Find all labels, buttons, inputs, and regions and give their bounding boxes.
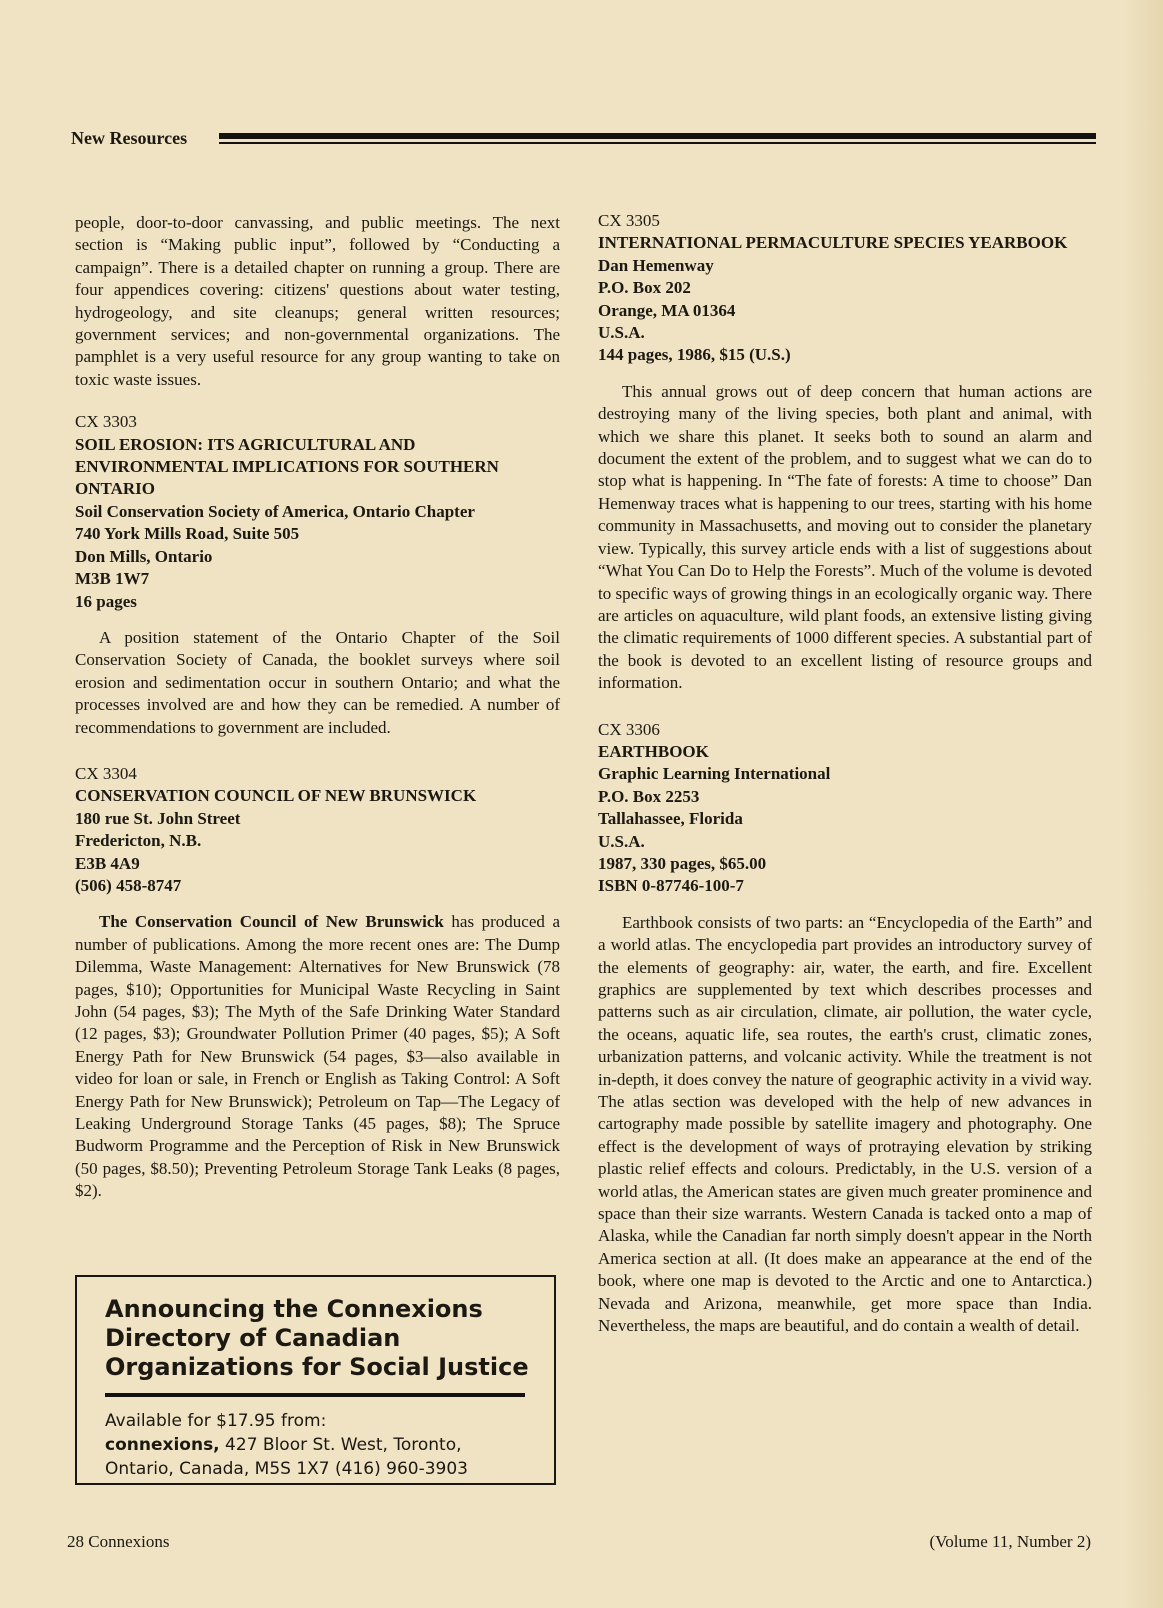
- ad-headline: [105, 1295, 545, 1382]
- entry-description: A position statement of the Ontario Chapter of the Soil Conservation Society of Canada, the booklet surveys where soil erosion and sedimentation occur in southern Ontario; and what the processes involved are and how they can be remedied. A number of recommendations to government are included.: [75, 627, 560, 737]
- ad-headline-line: Announcing the Connexions: [105, 1295, 483, 1323]
- entry-city: Orange, MA 01364: [598, 300, 736, 320]
- entry-description: This annual grows out of deep concern that human actions are destroying many of the living species, both plant and animal, with which we share this planet. It seeks both to sound an alarm and document the extent of the problem, and to suggest what we can do to stop what is happening. In “The fate of forests: A time to choose” Dan Hemenway traces what is happening to our trees, starting with his home community in Massachusetts, and moving out to consider the planetary view. Typically, this survey article ends with a list of suggestions about “What You Can Do to Help the Forests”. Much of the volume is devoted to specific ways of growing things in an ecologically organic way. There are articles on aquaculture, wild plant foods, an extensive listing giving the climatic requirements of 1000 different species. A substantial part of the book is devoted to an excellent listing of resource groups and information.: [598, 381, 1092, 693]
- volume-footer: (Volume 11, Number 2): [929, 1532, 1091, 1551]
- entry-code: CX 3305: [598, 211, 660, 230]
- entry-country: U.S.A.: [598, 831, 645, 851]
- entry-publisher: Soil Conservation Society of America, Ontario Chapter: [75, 501, 475, 521]
- entry-pages: 1987, 330 pages, $65.00: [598, 853, 767, 873]
- entry-description: Earthbook consists of two parts: an “Encyclopedia of the Earth” and a world atlas. The encyclopedia part provides an introductory survey of the elements of geography: air, water, the earth, and fire. Excellent graphics are supplemented by text which describes processes and patterns such as air circulation, climate, air pollution, the water cycle, the oceans, aquatic life, sea routes, the earth's crust, climatic zones, urbanization patterns, and volcanic activity. While the treatment is not in-depth, it does convey the nature of geographic activity in a vivid way. The atlas section was developed with the help of new advances in cartography made possible by satellite imagery and photography. One effect is the development of ways of protraying elevation by striking plastic relief effects and colours. Predictably, in the U.S. version of a world atlas, the American states are given much greater prominence and space than their size warrants. Western Canada is tacked onto a map of Alaska, while the Canadian far north simply doesn't appear in the North America section at all. (It does make an appearance at the end of the book, where one map is devoted to the Arctic and one to Antarctica.) Nevada and Arizona, meanwhile, get more space than India. Nevertheless, the maps are beautiful, and do contain a wealth of detail.: [598, 912, 1092, 1336]
- directory-advertisement: [75, 1275, 556, 1485]
- section-title: New Resources: [71, 128, 188, 148]
- entry-country: U.S.A.: [598, 323, 645, 343]
- entry-isbn: ISBN 0-87746-100-7: [598, 876, 744, 896]
- header-rule-thick: [219, 133, 1096, 139]
- right-column: [598, 210, 1092, 1338]
- ad-brand: connexions,: [105, 1435, 220, 1455]
- entry-address: 180 rue St. John Street: [75, 808, 241, 828]
- section-header: [71, 128, 1096, 152]
- entry-title: EARTHBOOK: [598, 741, 709, 761]
- ad-headline-line: Organizations for Social Justice: [105, 1353, 529, 1381]
- entry-postal-code: M3B 1W7: [75, 569, 150, 589]
- left-column: [75, 212, 560, 1203]
- entry-description: [75, 911, 560, 1202]
- description-body: has produced a number of publications. Among the more recent ones are: The Dump Dilemma, Waste Management: Alternatives for New Brunswick (78 pages, $10); Opportunities for Municipal Waste Recycling in Saint John (54 pages, $3); The Myth of the Safe Drinking Water Standard (12 pages, $3); Groundwater Pollution Primer (40 pages, $5); A Soft Energy Path for New Brunswick (54 pages, $3—also available in video for loan or sale, in French or English as Taking Control: A Soft Energy Path for New Brunswick); Petroleum on Tap—The Legacy of Leaking Underground Storage Tanks (45 pages, $8); The Spruce Budworm Programme and the Perception of Risk in New Brunswick (50 pages, $8.50); Preventing Petroleum Storage Tank Leaks (8 pages, $2).: [75, 912, 560, 1201]
- entry-code: CX 3303: [75, 412, 137, 432]
- ad-price: Available for $17.95 from:: [105, 1411, 327, 1431]
- entry-city: Don Mills, Ontario: [75, 546, 213, 566]
- entry-address: P.O. Box 202: [598, 278, 691, 298]
- entry-city: Fredericton, N.B.: [75, 831, 202, 851]
- entry-title: INTERNATIONAL PERMACULTURE SPECIES YEARBOOK: [598, 233, 1068, 253]
- entry-cx-3306: [598, 719, 1092, 1338]
- entry-code: CX 3306: [598, 719, 660, 739]
- ad-order-info: [105, 1409, 545, 1481]
- entry-postal-code: E3B 4A9: [75, 853, 140, 873]
- entry-pages: 144 pages, 1986, $15 (U.S.): [598, 345, 791, 365]
- ad-headline-line: Directory of Canadian: [105, 1324, 401, 1352]
- ad-street: 427 Bloor St. West, Toronto,: [219, 1435, 462, 1455]
- entry-phone: (506) 458-8747: [75, 875, 182, 895]
- entry-city: Tallahassee, Florida: [598, 809, 743, 829]
- entry-title: SOIL EROSION: ITS AGRICULTURAL AND ENVIRONMENTAL IMPLICATIONS FOR SOUTHERN ONTARIO: [75, 434, 499, 499]
- entry-author: Dan Hemenway: [598, 255, 714, 275]
- page-edge: [1123, 0, 1163, 1608]
- description-lead: The Conservation Council of New Brunswick: [99, 912, 444, 932]
- intro-paragraph: people, door-to-door canvassing, and public meetings. The next section is “Making public input”, followed by “Conducting a campaign”. There is a detailed chapter on running a group. There are four appendices covering: citizens' questions about water testing, hydrogeology, and site cleanups; general written resources; government services; and non-governmental organizations. The pamphlet is a very useful resource for any group wanting to take on toxic waste issues.: [75, 213, 560, 389]
- entry-address: P.O. Box 2253: [598, 786, 700, 806]
- header-rule-thin: [219, 142, 1096, 144]
- page-number-footer: 28 Connexions: [67, 1532, 170, 1551]
- entry-cx-3305: [598, 210, 1092, 695]
- entry-pages: 16 pages: [75, 591, 137, 611]
- entry-cx-3304: [75, 763, 560, 1203]
- entry-cx-3303: [75, 411, 560, 739]
- ad-address-line-2: Ontario, Canada, M5S 1X7 (416) 960-3903: [105, 1459, 468, 1479]
- ad-address-line: [105, 1433, 545, 1457]
- ad-divider: [105, 1393, 525, 1397]
- entry-title: CONSERVATION COUNCIL OF NEW BRUNSWICK: [75, 786, 477, 806]
- entry-code: CX 3304: [75, 763, 137, 783]
- entry-publisher: Graphic Learning International: [598, 764, 831, 784]
- entry-address: 740 York Mills Road, Suite 505: [75, 524, 300, 544]
